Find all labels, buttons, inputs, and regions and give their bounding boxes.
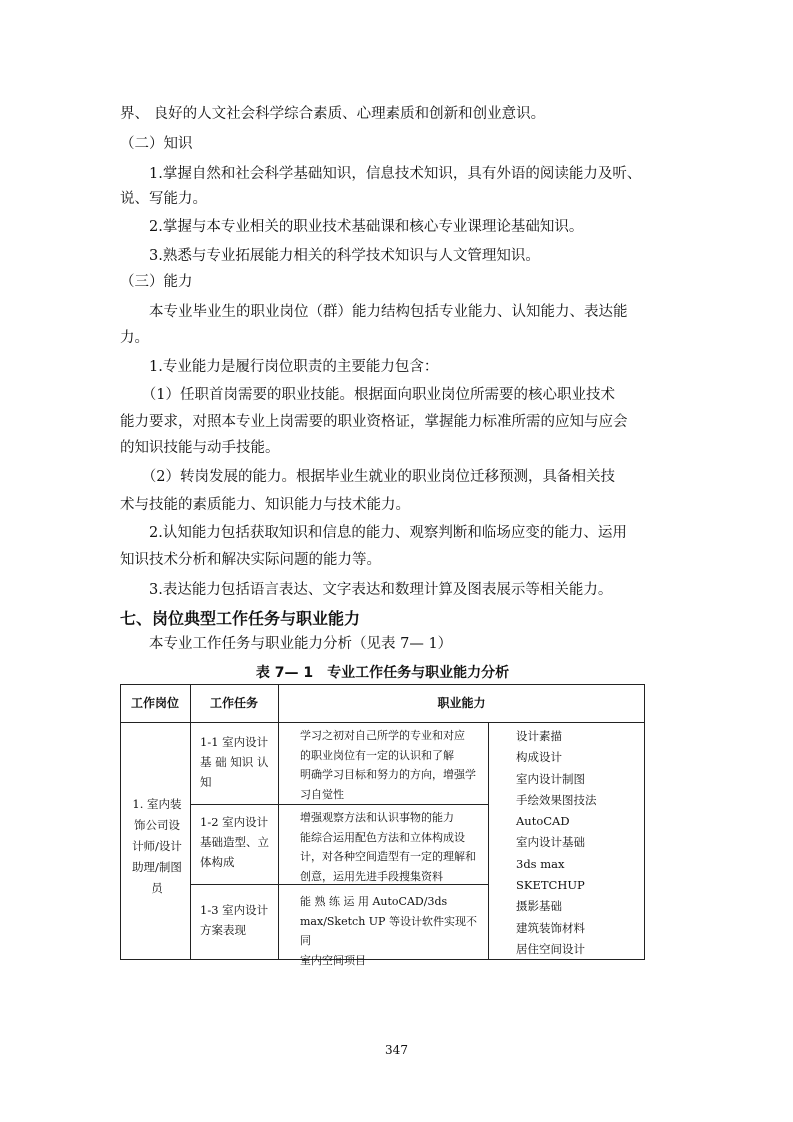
task-cell-2 <box>200 812 276 872</box>
ability-line: 创意，运用先进手段搜集资料 <box>300 869 443 883</box>
ability-line: 能综合运用配色方法和立体构成设 <box>300 830 465 844</box>
course-item: 摄影基础 <box>516 899 562 914</box>
section-heading: 七、岗位典型工作任务与职业能力 <box>120 609 361 628</box>
task-line: 1-2 室内设计 <box>200 815 269 829</box>
position-line: 员 <box>151 881 163 895</box>
course-item: 手绘效果图技法 <box>516 792 597 807</box>
body-line-11: （1）任职首岗需要的职业技能。根据面向职业岗位所需要的核心职业技术 <box>120 387 615 403</box>
position-cell <box>126 794 188 899</box>
ability-line: 的职业岗位有一定的认识和了解 <box>300 748 454 762</box>
ability-cell-1 <box>300 726 486 804</box>
task-line: 体构成 <box>200 855 235 869</box>
course-item: SKETCHUP <box>516 878 585 893</box>
header-position: 工作岗位 <box>130 696 179 710</box>
ability-line: 增强观察方法和认识事物的能力 <box>300 811 454 824</box>
ability-line: 明确学习目标和努力的方向，增强学 <box>300 768 476 781</box>
ability-line: 室内空间项目 <box>300 953 366 967</box>
position-line: 1. 室内装 <box>132 797 182 811</box>
course-item: 设计素描 <box>516 729 562 743</box>
row-divider-1 <box>190 804 488 805</box>
course-item: 构成设计 <box>516 750 562 765</box>
task-line: 方案表现 <box>200 923 246 937</box>
header-task: 工作任务 <box>209 696 258 710</box>
course-item: 3ds max <box>516 856 565 871</box>
course-item: 建筑装饰材料 <box>516 920 585 935</box>
body-line-12: 能力要求，对照本专业上岗需要的职业资格证，掌握能力标准所需的应知与应会 <box>120 414 628 430</box>
task-line: 基础造型、立 <box>200 835 269 849</box>
ability-line: 计，对各种空间造型有一定的理解和 <box>300 850 476 863</box>
task-line: 知 <box>200 775 212 789</box>
body-line-10: 1.专业能力是履行岗位职责的主要能力包含： <box>120 359 439 375</box>
body-line-14: （2）转岗发展的能力。根据毕业生就业的职业岗位迁移预测，具备相关技 <box>120 469 615 485</box>
task-line: 基 础 知识 认 <box>200 755 269 769</box>
task-line: 1-1 室内设计 <box>200 735 269 749</box>
subheading-ability: （三）能力 <box>120 274 193 290</box>
body-line-17: 知识技术分析和解决实际问题的能力等。 <box>120 552 381 568</box>
course-item: 居住空间设计 <box>516 941 585 956</box>
ability-cell-2 <box>300 808 486 886</box>
body-line-16: 2.认知能力包括获取知识和信息的能力、观察判断和临场应变的能力、运用 <box>120 525 627 541</box>
course-list <box>516 726 641 960</box>
body-line-1: 界、 良好的人文社会科学综合素质、心理素质和创新和创业意识。 <box>120 106 546 122</box>
col-divider-3 <box>488 722 489 960</box>
subheading-knowledge: （二）知识 <box>120 136 193 152</box>
course-item: 室内设计基础 <box>516 835 585 850</box>
table-title: 表 7— 1 专业工作任务与职业能力分析 <box>255 665 510 681</box>
task-cell-1 <box>200 732 276 792</box>
ability-line: 习自觉性 <box>300 787 344 801</box>
body-line-8: 本专业毕业生的职业岗位（群）能力结构包括专业能力、认知能力、表达能 <box>120 304 628 320</box>
ability-line: 学习之初对自己所学的专业和对应 <box>300 729 465 742</box>
task-line: 1-3 室内设计 <box>200 903 269 917</box>
page-number: 347 <box>385 1043 408 1057</box>
position-line: 计师/设计 <box>132 839 182 853</box>
position-line: 助理/制图 <box>132 860 182 874</box>
job-ability-table <box>120 684 645 967</box>
body-line-5: 2.掌握与本专业相关的职业技术基础课和核心专业课理论基础知识。 <box>120 219 584 235</box>
col-divider-1 <box>190 684 191 960</box>
header-ability: 职业能力 <box>437 696 486 710</box>
ability-line: 能 熟 练 运 用 AutoCAD/3ds <box>300 895 448 908</box>
course-item: 室内设计制图 <box>516 771 585 786</box>
task-cell-3 <box>200 900 276 940</box>
ability-cell-3 <box>300 892 486 970</box>
body-line-9: 力。 <box>120 330 149 346</box>
table-intro-line: 本专业工作任务与职业能力分析（见表 7— 1） <box>120 636 453 652</box>
header-divider <box>120 722 645 723</box>
body-line-4: 说、写能力。 <box>120 191 207 207</box>
body-line-13: 的知识技能与动手技能。 <box>120 440 280 456</box>
body-line-6: 3.熟悉与专业拓展能力相关的科学技术知识与人文管理知识。 <box>120 248 540 264</box>
ability-line: max/Sketch UP 等设计软件实现不同 <box>300 914 477 947</box>
course-item: AutoCAD <box>516 814 570 829</box>
position-line: 饰公司设 <box>134 818 180 832</box>
col-divider-2 <box>278 684 279 960</box>
body-line-3: 1.掌握自然和社会科学基础知识，信息技术知识，具有外语的阅读能力及听、 <box>120 166 642 182</box>
body-line-15: 术与技能的素质能力、知识能力与技术能力。 <box>120 497 410 513</box>
body-line-18: 3.表达能力包括语言表达、文字表达和数理计算及图表展示等相关能力。 <box>120 582 613 598</box>
